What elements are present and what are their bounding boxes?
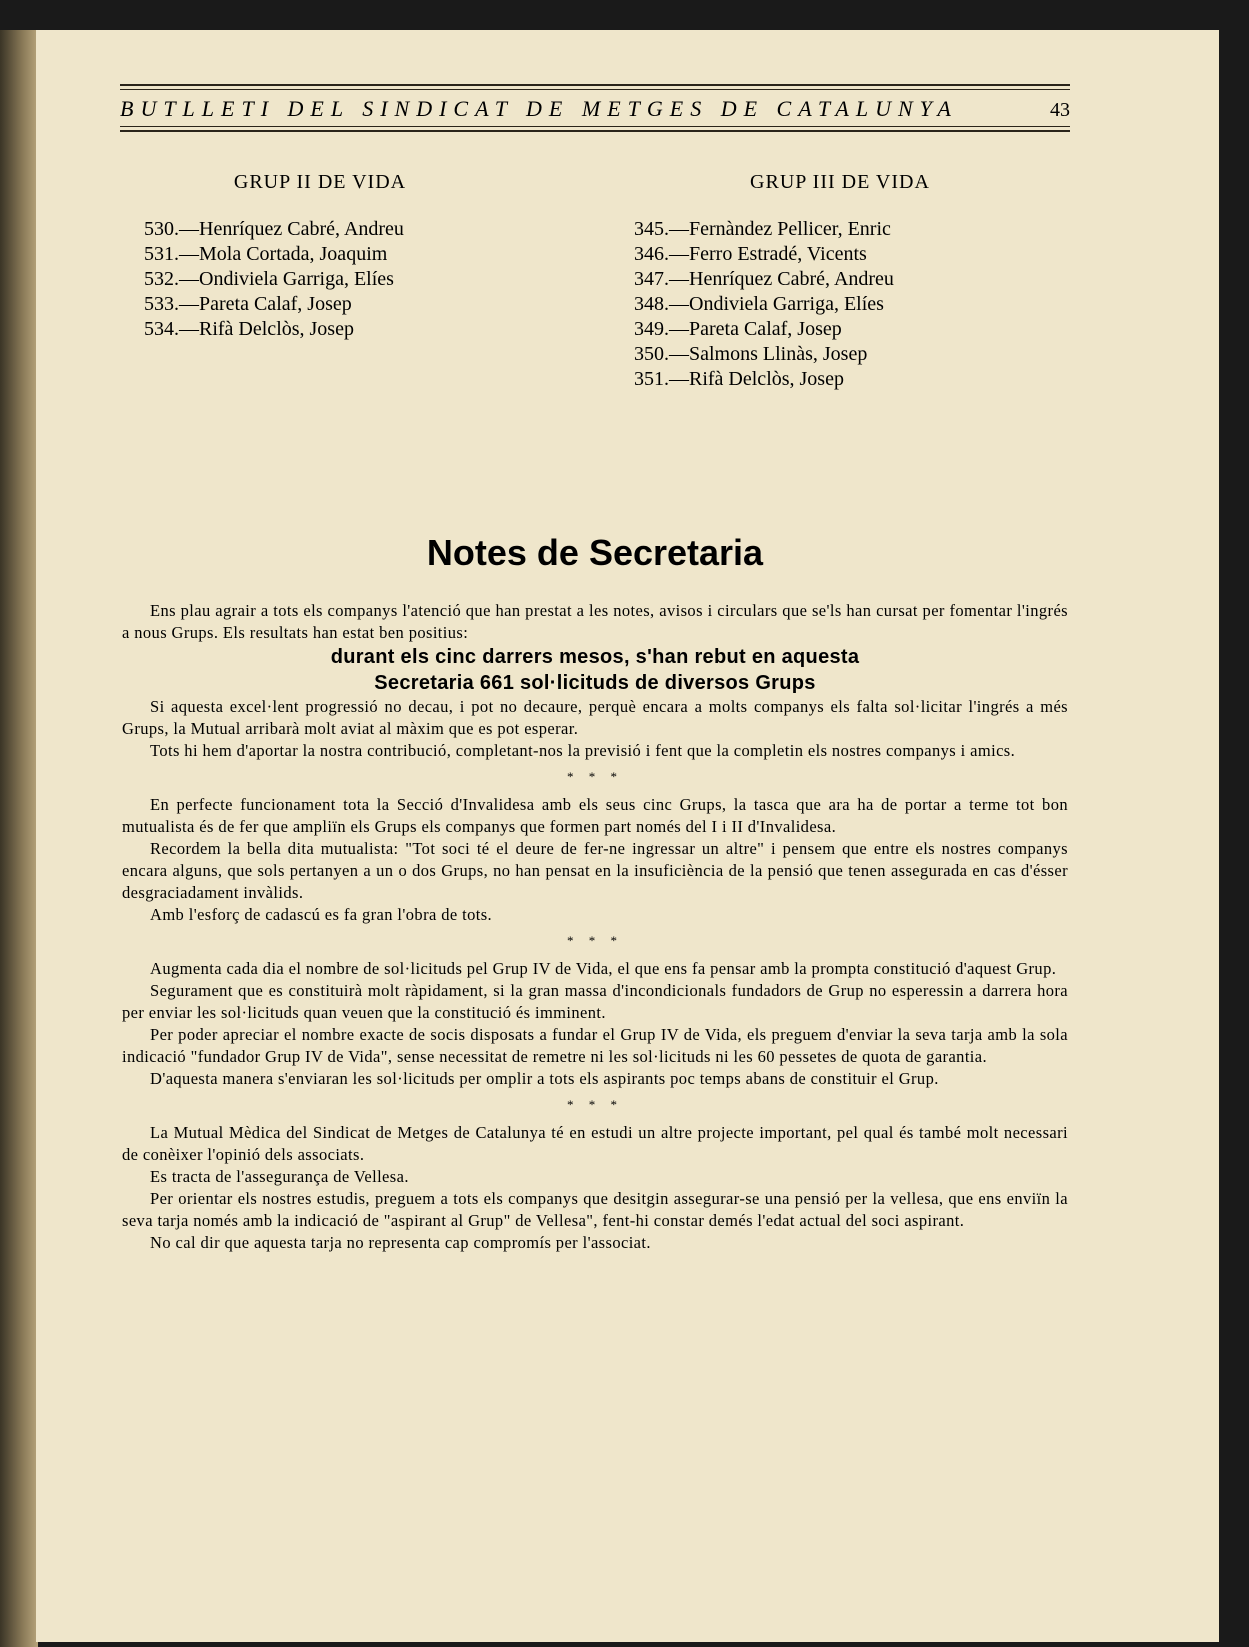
- header-rule-top-thin: [120, 89, 1070, 90]
- list-item: 530.—Henríquez Cabré, Andreu: [144, 218, 404, 240]
- list-item: 531.—Mola Cortada, Joaquim: [144, 243, 388, 265]
- article-body: [122, 600, 1068, 1254]
- group-list-left: [140, 170, 500, 342]
- list-item: 348.—Ondiviela Garriga, Elíes: [634, 293, 884, 315]
- list-item: 347.—Henríquez Cabré, Andreu: [634, 268, 894, 290]
- paragraph: Amb l'esforç de cadascú es fa gran l'obra de tots.: [150, 905, 493, 924]
- group-title: GRUP II DE VIDA: [233, 171, 407, 193]
- header-rule-top: [120, 84, 1070, 86]
- separator: * * *: [567, 1097, 623, 1112]
- list-item: 534.—Rifà Delclòs, Josep: [144, 318, 354, 340]
- header-rule-bottom-thin: [120, 126, 1070, 127]
- section-title: Notes de Secretaria: [426, 532, 764, 573]
- paragraph: Recordem la bella dita mutualista: "Tot soci té el deure de fer-ne ingressar un altre" i pensem que entre els nostres companys encara alguns, que sols pertanyen a un o dos Grups, no han pensat en la insuficiència de la pensió que tenen assegurada en cas d'ésser desgraciadament invàlids.: [122, 839, 1068, 902]
- paragraph: No cal dir que aquesta tarja no representa cap compromís per l'associat.: [150, 1233, 651, 1252]
- separator: * * *: [567, 933, 623, 948]
- paragraph: Es tracta de l'assegurança de Vellesa.: [150, 1167, 409, 1186]
- page-number: 43: [1050, 99, 1070, 121]
- paragraph: Per orientar els nostres estudis, preguem a tots els companys que desitgin assegurar-se una pensió per la vellesa, que ens enviïn la seva tarja només amb la indicació de "aspirant al Grup" de Vellesa", fent-hi constar demés l'edat actual del soci aspirant.: [122, 1189, 1068, 1230]
- list-item: 345.—Fernàndez Pellicer, Enric: [634, 218, 891, 240]
- list-item: 533.—Pareta Calaf, Josep: [144, 293, 352, 315]
- paragraph: Per poder apreciar el nombre exacte de socis disposats a fundar el Grup IV de Vida, els preguem d'enviar la seva tarja amb la sola indicació "fundador Grup IV de Vida", sense necessitat de remetre ni les sol·licituds ni les 60 pessetes de quota de garantia.: [122, 1025, 1068, 1066]
- list-item: 349.—Pareta Calaf, Josep: [634, 318, 842, 340]
- group-title: GRUP III DE VIDA: [750, 171, 930, 193]
- book-binding: [0, 30, 38, 1647]
- list-item: 346.—Ferro Estradé, Vicents: [634, 243, 867, 265]
- highlight-line: durant els cinc darrers mesos, s'han rebut en aquesta: [330, 646, 860, 668]
- paragraph: D'aquesta manera s'enviaran les sol·licituds per omplir a tots els aspirants poc temps abans de constituir el Grup.: [150, 1069, 939, 1088]
- paragraph: Tots hi hem d'aportar la nostra contribució, completant-nos la previsió i fent que la completin els nostres companys i amics.: [150, 741, 1016, 760]
- separator: * * *: [567, 769, 623, 784]
- list-item: 351.—Rifà Delclòs, Josep: [634, 368, 844, 390]
- group-list-right: [630, 170, 1050, 392]
- paragraph: Ens plau agrair a tots els companys l'atenció que han prestat a les notes, avisos i circulars que se'ls han cursat per fomentar l'ingrés a nous Grups. Els resultats han estat ben positius:: [122, 601, 1068, 642]
- header-rule-bottom: [120, 130, 1070, 132]
- paragraph: Augmenta cada dia el nombre de sol·licituds pel Grup IV de Vida, el que ens fa pensar amb la prompta constitució d'aquest Grup.: [150, 959, 1057, 978]
- paragraph: En perfecte funcionament tota la Secció d'Invalidesa amb els seus cinc Grups, la tasca que ara ha de portar a terme tot bon mutualista és de fer que ampliïn els Grups els companys que formen part només del I i II d'Invalidesa.: [122, 795, 1068, 836]
- list-item: 350.—Salmons Llinàs, Josep: [634, 343, 868, 365]
- paragraph: La Mutual Mèdica del Sindicat de Metges de Catalunya té en estudi un altre projecte important, pel qual és també molt necessari de conèixer l'opinió dels associats.: [122, 1123, 1068, 1164]
- list-item: 532.—Ondiviela Garriga, Elíes: [144, 268, 394, 290]
- running-title: BUTLLETI DEL SINDICAT DE METGES DE CATALUNYA: [120, 96, 958, 121]
- highlight-line: Secretaria 661 sol·licituds de diversos Grups: [374, 672, 816, 694]
- paragraph: Segurament que es constituirà molt ràpidament, si la gran massa d'incondicionals fundadors de Grup no esperessin a darrera hora per enviar les sol·licituds quan veuen que la constitució és imminent.: [122, 981, 1068, 1022]
- paragraph: Si aquesta excel·lent progressió no decau, i pot no decaure, perquè encara a molts companys els falta sol·licitar l'ingrés a més Grups, la Mutual arribarà molt aviat al màxim que es pot esperar.: [122, 697, 1068, 738]
- running-header: [120, 84, 1070, 132]
